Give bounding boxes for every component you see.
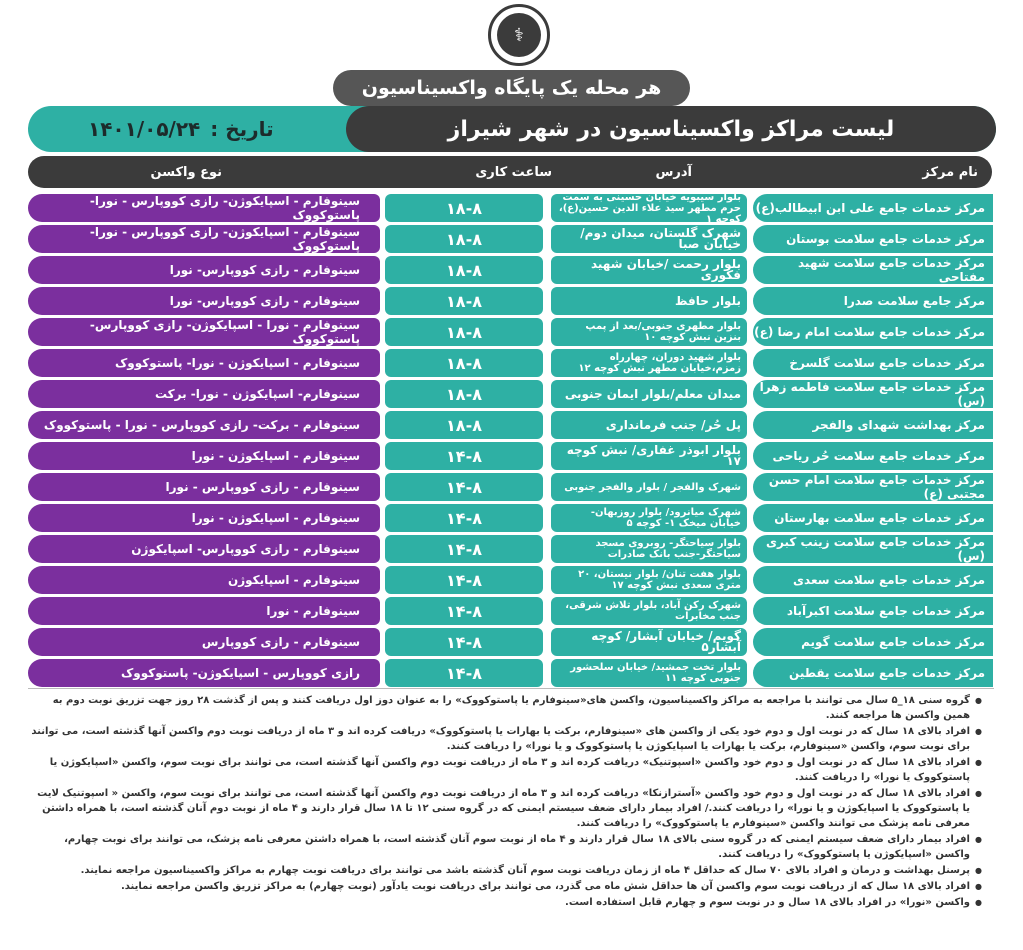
note-item: ● افراد بالای ۱۸ سال که در نوبت اول و دوم خود واکسن «اسپوتنیک» دریافت کرده اند و ۳ ماه از دریافت نوبت دوم واکسن آنها گذشته است، می توانند برای نوبت سوم، واکسن «اسپایکوژن یا پاستوکووک یا نورا» را دریافت کنند. [28,755,982,785]
center-name: مرکز خدمات جامع سلامت شهید مفتاحی [753,256,993,284]
center-name: مرکز خدمات جامع سلامت اکبرآباد [753,597,993,625]
center-name: مرکز خدمات جامع سلامت فاطمه زهرا (س) [753,380,993,408]
table-row [0,349,1023,377]
center-hours: ۱۴-۸ [385,504,543,532]
table-row [0,225,1023,253]
date-value: ۱۴۰۱/۰۵/۲۴ [88,117,201,141]
center-vaccines: سینوفارم - اسپایکوژن - نورا- پاستوکووک [28,349,380,377]
center-hours: ۱۸-۸ [385,287,543,315]
page-title: لیست مراکز واکسیناسیون در شهر شیراز [346,106,996,152]
table-row [0,442,1023,470]
center-vaccines: سینوفارم - رازی کووپارس [28,628,380,656]
center-vaccines: سینوفارم - اسپایکوژن- رازی کووپارس - نورا- پاستوکووک [28,225,380,253]
center-address: بلوار رحمت /خیابان شهید فکوری [551,256,747,284]
center-name: مرکز خدمات جامع سلامت سعدی [753,566,993,594]
center-vaccines: سینوفارم - رازی کووپارس- نورا [28,287,380,315]
center-name: مرکز خدمات جامع سلامت امام حسن مجتبی (ع) [753,473,993,501]
header-address: آدرس [655,164,692,180]
table-row [0,566,1023,594]
table-row [0,411,1023,439]
center-address: گویم/ خیابان آبشار/ کوچه آبشار۵ [551,628,747,656]
center-address: بلوار سیبویه خیابان حسینی به سمت حرم مطهر سید علاء الدین حسین(ع)، کوچه ۱ [551,194,747,222]
table-row [0,597,1023,625]
center-address: پل حُر/ جنب فرمانداری [551,411,747,439]
center-name: مرکز خدمات جامع سلامت بهارستان [753,504,993,532]
center-hours: ۱۸-۸ [385,256,543,284]
slogan-banner: هر محله یک پایگاه واکسیناسیون [333,70,690,106]
center-address: بلوار هفت تنان/ بلوار نیستان، ۲۰ متری سعدی نبش کوچه ۱۷ [551,566,747,594]
date-block [78,106,274,152]
center-hours: ۱۸-۸ [385,349,543,377]
table-row [0,191,1023,225]
center-name: مرکز خدمات جامع سلامت زینب کبری (س) [753,535,993,563]
header-vaccine: نوع واکسن [150,164,222,180]
center-address: بلوار حافظ [551,287,747,315]
center-hours: ۱۴-۸ [385,597,543,625]
center-address: شهرک والفجر / بلوار والفجر جنوبی [551,473,747,501]
center-vaccines: سینوفارم - رازی کووپارس- نورا [28,256,380,284]
table-header [28,156,992,188]
center-name: مرکز جامع سلامت صدرا [753,287,993,315]
note-item: ● گروه سنی ۱۸_۵ سال می توانند با مراجعه به مراکز واکسیناسیون، واکسن های«سینوفارم یا پاستوکووک» را به عنوان دوز اول دریافت کنند و پس از گذشت ۲۸ روز جهت تزریق نوبت دوم به همین واکسن ها مراجعه کنند. [28,693,982,723]
center-hours: ۱۸-۸ [385,194,543,222]
center-vaccines: سینوفارم - اسپایکوژن - نورا [28,504,380,532]
center-vaccines: سینوفارم - رازی کووپارس - نورا [28,473,380,501]
center-address: شهرک رکن آباد، بلوار تلاش شرقی، جنب مخابرات [551,597,747,625]
ministry-logo [488,4,550,66]
center-hours: ۱۸-۸ [385,411,543,439]
center-name: مرکز خدمات جامع سلامت گلسرخ [753,349,993,377]
center-hours: ۱۸-۸ [385,380,543,408]
center-vaccines: رازی کووپارس - اسپایکوژن- پاستوکووک [28,659,380,687]
center-name: مرکز بهداشت شهدای والفجر [753,411,993,439]
center-name: مرکز خدمات جامع علی ابن ابیطالب(ع) [753,194,993,222]
center-address: شهرک گلستان، میدان دوم/خیابان صبا [551,225,747,253]
table-row [0,473,1023,501]
center-hours: ۱۸-۸ [385,318,543,346]
table-row [0,535,1023,563]
header-name: نام مرکز [922,164,978,180]
table-row [0,318,1023,346]
center-name: مرکز خدمات جامع سلامت امام رضا (ع) [753,318,993,346]
center-name: مرکز خدمات جامع سلامت یقطین [753,659,993,687]
note-item: ● پرسنل بهداشت و درمان و افراد بالای ۷۰ سال که حداقل ۴ ماه از زمان دریافت نوبت سوم آنان گذشته باشد می توانند برای دریافت نوبت چهارم به مراکز واکسیناسیون مراجعه نمایند. [28,863,982,878]
center-hours: ۱۴-۸ [385,566,543,594]
note-item: ● افراد بیمار دارای ضعف سیستم ایمنی که در گروه سنی بالای ۱۸ سال قرار دارند و ۴ ماه از نوبت سوم آنان گذشته است، با همراه داشتن معرفی نامه پزشک، می توانند برای نوبت چهارم، واکسن «اسپایکوژن یا پاستوکووک» را دریافت کنند. [28,832,982,862]
table-row [0,628,1023,656]
center-name: مرکز خدمات جامع سلامت گویم [753,628,993,656]
center-vaccines: سینوفارم - برکت- رازی کووپارس - نورا - پاستوکووک [28,411,380,439]
center-vaccines: سینوفارم - اسپایکوژن- رازی کووپارس - نورا- پاستوکووک [28,194,380,222]
table-row [0,256,1023,284]
center-hours: ۱۴-۸ [385,535,543,563]
title-bar [28,106,996,152]
date-label: تاریخ : [210,117,274,141]
note-item: ● افراد بالای ۱۸ سال که در نوبت اول و دوم خود واکسن «آسترازنکا» دریافت کرده اند و ۳ ماه از دریافت نوبت دوم واکسن آنها گذشته است، می توانند برای نوبت سوم، واکسن « اسپوتنیک لایت یا پاستوکووک یا اسپایکوژن و یا نورا» را دریافت کنند./ افراد بیمار دارای ضعف سیستم ایمنی که در گروه سنی ۱۲ تا ۱۸ سال قرار دارند و ۴ ماه از نوبت دوم آنان گذشته است، با همراه داشتن معرفی نامه پزشک می توانند واکسن «سینوفارم یا پاستوکووک» را دریافت کنند. [28,786,982,831]
center-address: بلوار ابوذر غفاری/ نبش کوچه ۱۷ [551,442,747,470]
center-hours: ۱۸-۸ [385,225,543,253]
notes-section [28,688,994,949]
center-vaccines: سینوفارم - اسپایکوژن - نورا [28,442,380,470]
center-vaccines: سینوفارم - رازی کووپارس- اسپایکوژن [28,535,380,563]
table-row [0,380,1023,408]
center-vaccines: سینوفارم- اسپایکوژن - نورا- برکت [28,380,380,408]
logo-emblem-icon: ⚕ [497,13,541,57]
center-address: بلوار تخت جمشید/ خیابان سلحشور جنوبی کوچه ۱۱ [551,659,747,687]
center-address: شهرک میانرود/ بلوار روزبهان- خیابان میخک ۱- کوچه ۵ [551,504,747,532]
center-address: بلوار مطهری جنوبی/بعد از پمپ بنزین نبش کوچه ۱۰ [551,318,747,346]
center-hours: ۱۴-۸ [385,628,543,656]
note-item: ● افراد بالای ۱۸ سال که در نوبت اول و دوم خود یکی از واکسن های «سینوفارم، برکت یا بهارات یا پاستوکووک» دریافت کرده اند و ۳ ماه از دریافت نوبت دوم واکسن آنها گذشته است، می توانند برای نوبت سوم، واکسن «سینوفارم، برکت یا بهارات یا اسپایکوژن یا پاستوکووک و یا نورا» را دریافت کنند. [28,724,982,754]
center-hours: ۱۴-۸ [385,659,543,687]
center-address: میدان معلم/بلوار ایمان جنوبی [551,380,747,408]
note-item: ● افراد بالای ۱۸ سال که از دریافت نوبت سوم واکسن آن ها حداقل شش ماه می گذرد، می توانند برای دریافت نوبت یادآور (نوبت چهارم) به مراکز تزریق واکسن مراجعه نمایند. [28,879,982,894]
center-vaccines: سینوفارم - نورا - اسپایکوژن- رازی کووپارس- پاستوکووک [28,318,380,346]
center-vaccines: سینوفارم - نورا [28,597,380,625]
table-row [0,659,1023,687]
center-name: مرکز خدمات جامع سلامت حُر ریاحی [753,442,993,470]
center-vaccines: سینوفارم - اسپایکوژن [28,566,380,594]
center-hours: ۱۴-۸ [385,442,543,470]
center-address: بلوار شهید دوران، چهارراه زمزم،خیابان مطهر نبش کوچه ۱۲ [551,349,747,377]
center-name: مرکز خدمات جامع سلامت بوستان [753,225,993,253]
header-hours: ساعت کاری [475,164,552,180]
table-row [0,504,1023,532]
table-row [0,287,1023,315]
note-item: ● واکسن «نورا» در افراد بالای ۱۸ سال و در نوبت سوم و چهارم قابل استفاده است. [28,895,982,910]
center-address: بلوار سیاحتگر- روبروی مسجد سیاحتگر-جنب بانک صادرات [551,535,747,563]
center-hours: ۱۴-۸ [385,473,543,501]
